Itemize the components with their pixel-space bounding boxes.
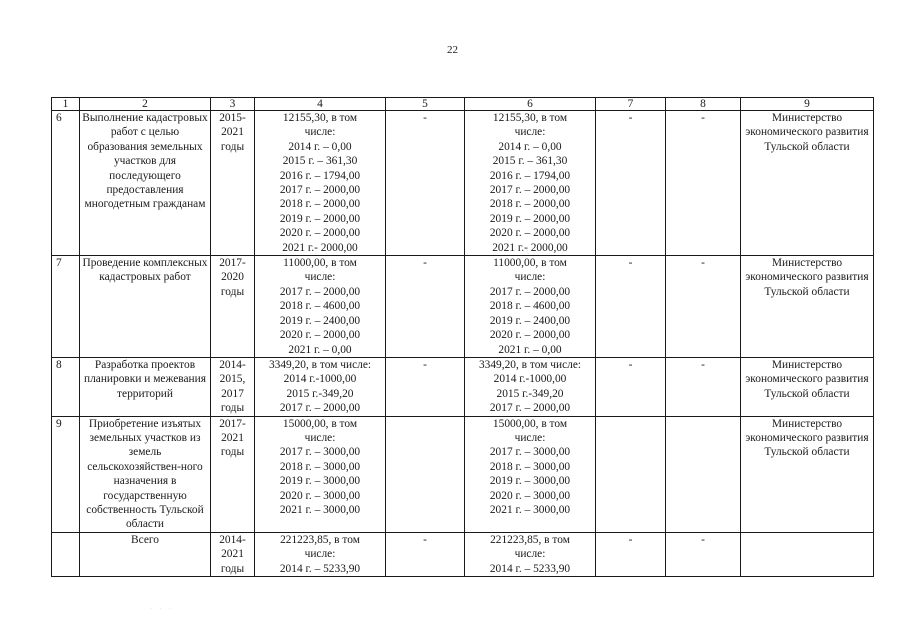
- funding-line: 2021 г. – 0,00: [288, 343, 352, 356]
- funding-line: 2018 г. – 2000,00: [489, 198, 571, 211]
- period-cell: [211, 111, 255, 256]
- funding-line: 2020 г. – 2000,00: [489, 329, 571, 342]
- funding-line: 2020 г. – 2000,00: [279, 227, 361, 240]
- funding-line: 2019 г. – 2000,00: [489, 212, 571, 225]
- funding-line: 2014 г. – 0,00: [498, 140, 562, 153]
- table-row: [52, 256, 874, 358]
- measure-name-text: Приобретение изъятых земельных участков из земель сельскохозяйствен-ного назначения в государственную собственность Тульской области: [86, 417, 204, 531]
- measure-name: [80, 256, 211, 358]
- row-number: 9: [52, 416, 80, 532]
- funding-line: числе:: [304, 431, 336, 444]
- col8-cell: -: [666, 357, 741, 416]
- period-line: 2014-: [219, 533, 246, 546]
- executor-cell: [741, 532, 874, 576]
- funding-line: 3349,20, в том числе:: [268, 358, 372, 371]
- funding-line: 2015 г.-349,20: [496, 387, 564, 400]
- scan-marks: · · ·: [150, 606, 174, 612]
- funding-line: 12155,30, в том: [282, 112, 358, 124]
- funding-line: 2019 г. – 3000,00: [279, 475, 361, 488]
- funding-line: 2021 г.- 2000,00: [492, 241, 568, 254]
- regional-funding-cell: [465, 256, 596, 358]
- funding-line: 2017 г. – 2000,00: [279, 285, 361, 298]
- funding-line: числе:: [304, 271, 336, 284]
- funding-line: 15000,00, в том: [282, 417, 358, 430]
- header-cell: 7: [596, 98, 666, 111]
- funding-line: 2020 г. – 2000,00: [279, 329, 361, 342]
- period-cell: [211, 357, 255, 416]
- period-line: 2021: [221, 431, 244, 444]
- col5-cell: -: [386, 256, 465, 358]
- period-line: годы: [220, 446, 245, 459]
- funding-line: 2014 г.-1000,00: [493, 373, 567, 386]
- funding-line: 2021 г. – 3000,00: [489, 503, 571, 516]
- funding-line: 2020 г. – 3000,00: [279, 489, 361, 502]
- table-row: [52, 416, 874, 532]
- funding-line: 2018 г. – 2000,00: [279, 198, 361, 211]
- funding-line: 2015 г. – 361,30: [492, 155, 568, 168]
- funding-line: 2017 г. – 3000,00: [279, 446, 361, 459]
- regional-funding-cell: [465, 357, 596, 416]
- header-cell: 6: [465, 98, 596, 111]
- funding-line: числе:: [514, 271, 546, 284]
- total-funding-cell: [255, 256, 386, 358]
- funding-line: 2014 г.-1000,00: [283, 373, 357, 386]
- row-number: 8: [52, 357, 80, 416]
- period-line: 2017-: [219, 257, 246, 270]
- funding-line: 2014 г. – 0,00: [288, 140, 352, 153]
- total-label: Всего: [80, 532, 211, 576]
- row-number: 6: [52, 111, 80, 256]
- total-funding-cell: [255, 111, 386, 256]
- measure-name-text: Разработка проектов планировки и межевания территорий: [84, 358, 206, 400]
- funding-line: 2020 г. – 3000,00: [489, 489, 571, 502]
- header-cell: 3: [211, 98, 255, 111]
- header-cell: 4: [255, 98, 386, 111]
- funding-line: 221223,85, в том: [280, 533, 360, 546]
- funding-line: 2019 г. – 2000,00: [279, 212, 361, 225]
- table-row: [52, 357, 874, 416]
- regional-funding-cell: [465, 111, 596, 256]
- funding-line: числе:: [514, 126, 546, 139]
- regional-funding-cell: [465, 532, 596, 576]
- page-number: 22: [447, 44, 458, 56]
- period-line: годы: [220, 140, 245, 153]
- table-row: [52, 111, 874, 256]
- header-cell: 9: [741, 98, 874, 111]
- col8-cell: -: [666, 256, 741, 358]
- col8-cell: -: [666, 532, 741, 576]
- funding-line: числе:: [514, 431, 546, 444]
- funding-line: 2018 г. – 4600,00: [489, 300, 571, 313]
- funding-line: 2017 г. – 2000,00: [279, 402, 361, 415]
- funding-line: 2020 г. – 2000,00: [489, 227, 571, 240]
- executor-cell: Министерство экономического развития Тульской области: [741, 416, 874, 532]
- col8-cell: [666, 416, 741, 532]
- header-cell: 5: [386, 98, 465, 111]
- measure-name-text: Проведение комплексных кадастровых работ: [82, 257, 208, 284]
- funding-line: числе:: [514, 548, 546, 561]
- measure-name: [80, 111, 211, 256]
- funding-line: числе:: [304, 126, 336, 139]
- header-cell: 2: [80, 98, 211, 111]
- total-funding-cell: [255, 357, 386, 416]
- col7-cell: -: [596, 256, 666, 358]
- funding-line: 2019 г. – 2400,00: [279, 314, 361, 327]
- funding-line: 2014 г. – 5233,90: [489, 562, 571, 575]
- funding-line: 2015 г.-349,20: [286, 387, 354, 400]
- funding-line: 2018 г. – 4600,00: [279, 300, 361, 313]
- funding-line: 2017 г. – 3000,00: [489, 446, 571, 459]
- period-cell: [211, 532, 255, 576]
- total-funding-cell: [255, 532, 386, 576]
- period-line: годы: [220, 402, 245, 415]
- funding-line: 15000,00, в том: [492, 417, 568, 430]
- executor-cell: Министерство экономического развития Тульской области: [741, 111, 874, 256]
- funding-line: 2016 г. – 1794,00: [279, 169, 361, 182]
- funding-line: 2017 г. – 2000,00: [489, 285, 571, 298]
- header-cell: 8: [666, 98, 741, 111]
- program-measures-table: [51, 97, 874, 577]
- col5-cell: -: [386, 532, 465, 576]
- funding-line: 2014 г. – 5233,90: [279, 562, 361, 575]
- period-line: 2017-: [219, 417, 246, 430]
- row-number: [52, 532, 80, 576]
- period-line: 2021: [221, 548, 244, 561]
- funding-line: числе:: [304, 548, 336, 561]
- table-row-total: [52, 532, 874, 576]
- period-line: 2020: [221, 271, 244, 284]
- funding-line: 2017 г. – 2000,00: [489, 184, 571, 197]
- header-cell: 1: [52, 98, 80, 111]
- executor-cell: Министерство экономического развития Тульской области: [741, 357, 874, 416]
- funding-line: 2018 г. – 3000,00: [279, 460, 361, 473]
- funding-line: 221223,85, в том: [490, 533, 570, 546]
- regional-funding-cell: [465, 416, 596, 532]
- table-header-row: [52, 98, 874, 111]
- funding-line: 2017 г. – 2000,00: [279, 184, 361, 197]
- period-line: годы: [220, 562, 245, 575]
- period-line: годы: [220, 285, 245, 298]
- funding-line: 2021 г. – 3000,00: [279, 503, 361, 516]
- col5-cell: [386, 416, 465, 532]
- period-cell: [211, 256, 255, 358]
- funding-line: 2017 г. – 2000,00: [489, 402, 571, 415]
- funding-line: 2015 г. – 361,30: [282, 155, 358, 168]
- col5-cell: -: [386, 111, 465, 256]
- period-cell: [211, 416, 255, 532]
- funding-line: 3349,20, в том числе:: [478, 358, 582, 371]
- col7-cell: -: [596, 111, 666, 256]
- total-funding-cell: [255, 416, 386, 532]
- funding-line: 2019 г. – 3000,00: [489, 475, 571, 488]
- col7-cell: -: [596, 357, 666, 416]
- period-line: 2015-: [219, 112, 246, 124]
- col7-cell: [596, 416, 666, 532]
- period-line: 2017: [221, 387, 244, 400]
- funding-line: 2021 г. – 0,00: [498, 343, 562, 356]
- col8-cell: -: [666, 111, 741, 256]
- col5-cell: -: [386, 357, 465, 416]
- executor-cell: Министерство экономического развития Тульской области: [741, 256, 874, 358]
- funding-line: 2019 г. – 2400,00: [489, 314, 571, 327]
- measure-name: [80, 416, 211, 532]
- col7-cell: -: [596, 532, 666, 576]
- period-line: 2014-: [219, 358, 246, 371]
- period-line: 2021: [221, 126, 244, 139]
- funding-line: 12155,30, в том: [492, 112, 568, 124]
- funding-line: 11000,00, в том: [493, 257, 567, 270]
- funding-line: 2016 г. – 1794,00: [489, 169, 571, 182]
- measure-name-text: Выполнение кадастровых работ с целью образования земельных участков для последующего предоставления многодетным гражданам: [82, 112, 208, 211]
- funding-line: 2018 г. – 3000,00: [489, 460, 571, 473]
- funding-line: 2021 г.- 2000,00: [282, 241, 358, 254]
- funding-line: 11000,00, в том: [283, 257, 357, 270]
- row-number: 7: [52, 256, 80, 358]
- period-line: 2015,: [219, 373, 246, 386]
- measure-name: [80, 357, 211, 416]
